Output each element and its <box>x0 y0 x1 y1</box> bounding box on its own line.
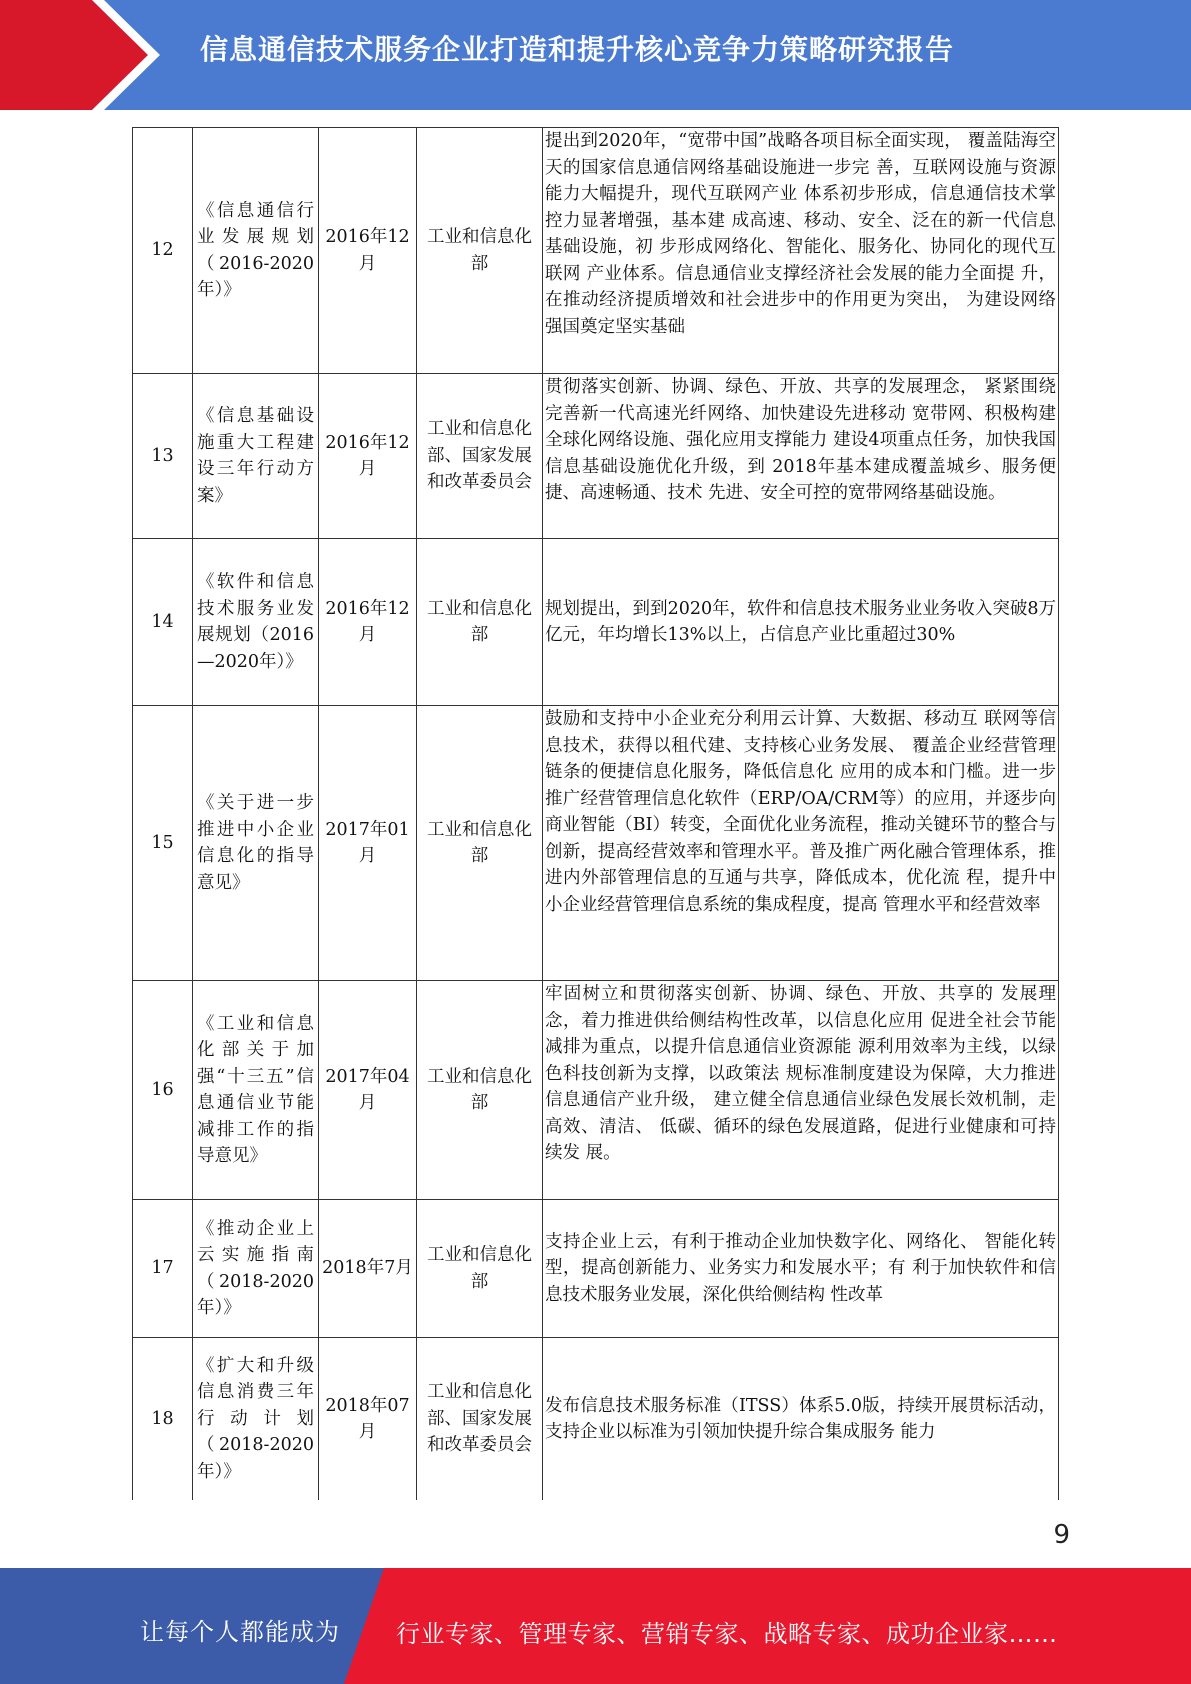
table-row <box>133 374 1059 539</box>
table-row <box>133 1200 1059 1338</box>
footer-slogan-left: 让每个人都能成为 <box>140 1618 340 1646</box>
issuing-department: 工业和信息化部 <box>417 706 543 981</box>
table-row <box>133 1338 1059 1501</box>
issue-date: 2016年12月 <box>319 374 417 539</box>
issuing-department: 工业和信息化部 <box>417 128 543 374</box>
row-number: 17 <box>133 1200 193 1338</box>
row-number: 12 <box>133 128 193 374</box>
row-number: 18 <box>133 1338 193 1501</box>
issuing-department: 工业和信息化部 <box>417 539 543 706</box>
row-number: 13 <box>133 374 193 539</box>
page-header <box>0 0 1191 110</box>
table-row <box>133 981 1059 1200</box>
issue-date: 2016年12月 <box>319 539 417 706</box>
issue-date: 2016年12月 <box>319 128 417 374</box>
policy-description: 鼓励和支持中小企业充分利用云计算、大数据、移动互 联网等信息技术，获得以租代建、支持核心业务发展、 覆盖企业经营管理链条的便捷信息化服务，降低信息化 应用的成本和门槛。进一步推广经营管理信息化软件（ERP/OA/CRM等）的应用，并逐步向商业智能（BI）转变，全面优化业务流程，推动关键环节的整合与创新，提高经营效率和管理水平。普及推广两化融合管理体系，推进内外部管理信息的互通与共享，降低成本，优化流 程，提升中小企业经营管理信息系统的集成程度，提高 管理水平和经营效率 <box>543 706 1059 981</box>
policy-description: 规划提出，到到2020年，软件和信息技术服务业业务收入突破8万亿元，年均增长13%以上，占信息产业比重超过30% <box>543 539 1059 706</box>
issue-date: 2017年04月 <box>319 981 417 1200</box>
document-name: 《关于进一步推进中小企业信息化的指导意见》 <box>193 706 319 981</box>
issue-date: 2018年7月 <box>319 1200 417 1338</box>
report-title: 信息通信技术服务企业打造和提升核心竞争力策略研究报告 <box>200 33 955 66</box>
issue-date: 2017年01月 <box>319 706 417 981</box>
document-name: 《扩大和升级信息消费三年行动计划（2018-2020年）》 <box>193 1338 319 1501</box>
page-number: 9 <box>1053 1520 1070 1550</box>
document-name: 《信息通信行业发展规划（2016-2020年）》 <box>193 128 319 374</box>
issuing-department: 工业和信息化部、国家发展和改革委员会 <box>417 374 543 539</box>
document-name: 《软件和信息技术服务业发展规划（2016—2020年）》 <box>193 539 319 706</box>
issuing-department: 工业和信息化部 <box>417 981 543 1200</box>
document-name: 《信息基础设施重大工程建设三年行动方案》 <box>193 374 319 539</box>
policy-description: 贯彻落实创新、协调、绿色、开放、共享的发展理念， 紧紧围绕完善新一代高速光纤网络、加快建设先进移动 宽带网、积极构建全球化网络设施、强化应用支撑能力 建设4项重点任务，加快我国信息基础设施优化升级，到 2018年基本建成覆盖城乡、服务便捷、高速畅通、技术 先进、安全可控的宽带网络基础设施。 <box>543 374 1059 539</box>
footer-slogan-right: 行业专家、管理专家、营销专家、战略专家、成功企业家…… <box>396 1620 1058 1648</box>
page-footer <box>0 1568 1191 1684</box>
row-number: 15 <box>133 706 193 981</box>
policy-description: 牢固树立和贯彻落实创新、协调、绿色、开放、共享的 发展理念，着力推进供给侧结构性改革，以信息化应用 促进全社会节能减排为重点，以提升信息通信业资源能 源利用效率为主线，以绿色科技创新为支撑，以政策法 规标准制度建设为保障，大力推进信息通信产业升级， 建立健全信息通信业绿色发展长效机制，走高效、清洁、 低碳、循环的绿色发展道路，促进行业健康和可持续发 展。 <box>543 981 1059 1200</box>
policy-description: 发布信息技术服务标准（ITSS）体系5.0版，持续开展贯标活动，支持企业以标准为引领加快提升综合集成服务 能力 <box>543 1338 1059 1501</box>
row-number: 16 <box>133 981 193 1200</box>
issuing-department: 工业和信息化部、国家发展和改革委员会 <box>417 1338 543 1501</box>
table-row <box>133 706 1059 981</box>
issue-date: 2018年07月 <box>319 1338 417 1501</box>
issuing-department: 工业和信息化部 <box>417 1200 543 1338</box>
policy-description: 支持企业上云，有利于推动企业加快数字化、网络化、 智能化转型，提高创新能力、业务实力和发展水平；有 利于加快软件和信息技术服务业发展，深化供给侧结构 性改革 <box>543 1200 1059 1338</box>
table-row <box>133 128 1059 374</box>
policy-table <box>132 127 1058 1500</box>
document-name: 《推动企业上云实施指南（2018-2020年）》 <box>193 1200 319 1338</box>
document-name: 《工业和信息化部关于加强“十三五”信息通信业节能减排工作的指导意见》 <box>193 981 319 1200</box>
policy-description: 提出到2020年，“宽带中国”战略各项目标全面实现， 覆盖陆海空天的国家信息通信网络基础设施进一步完 善，互联网设施与资源能力大幅提升，现代互联网产业 体系初步形成，信息通信技术掌控力显著增强，基本建 成高速、移动、安全、泛在的新一代信息基础设施，初 步形成网络化、智能化、服务化、协同化的现代互联网 产业体系。信息通信业支撑经济社会发展的能力全面提 升，在推动经济提质增效和社会进步中的作用更为突出， 为建设网络强国奠定坚实基础 <box>543 128 1059 374</box>
table-row <box>133 539 1059 706</box>
row-number: 14 <box>133 539 193 706</box>
